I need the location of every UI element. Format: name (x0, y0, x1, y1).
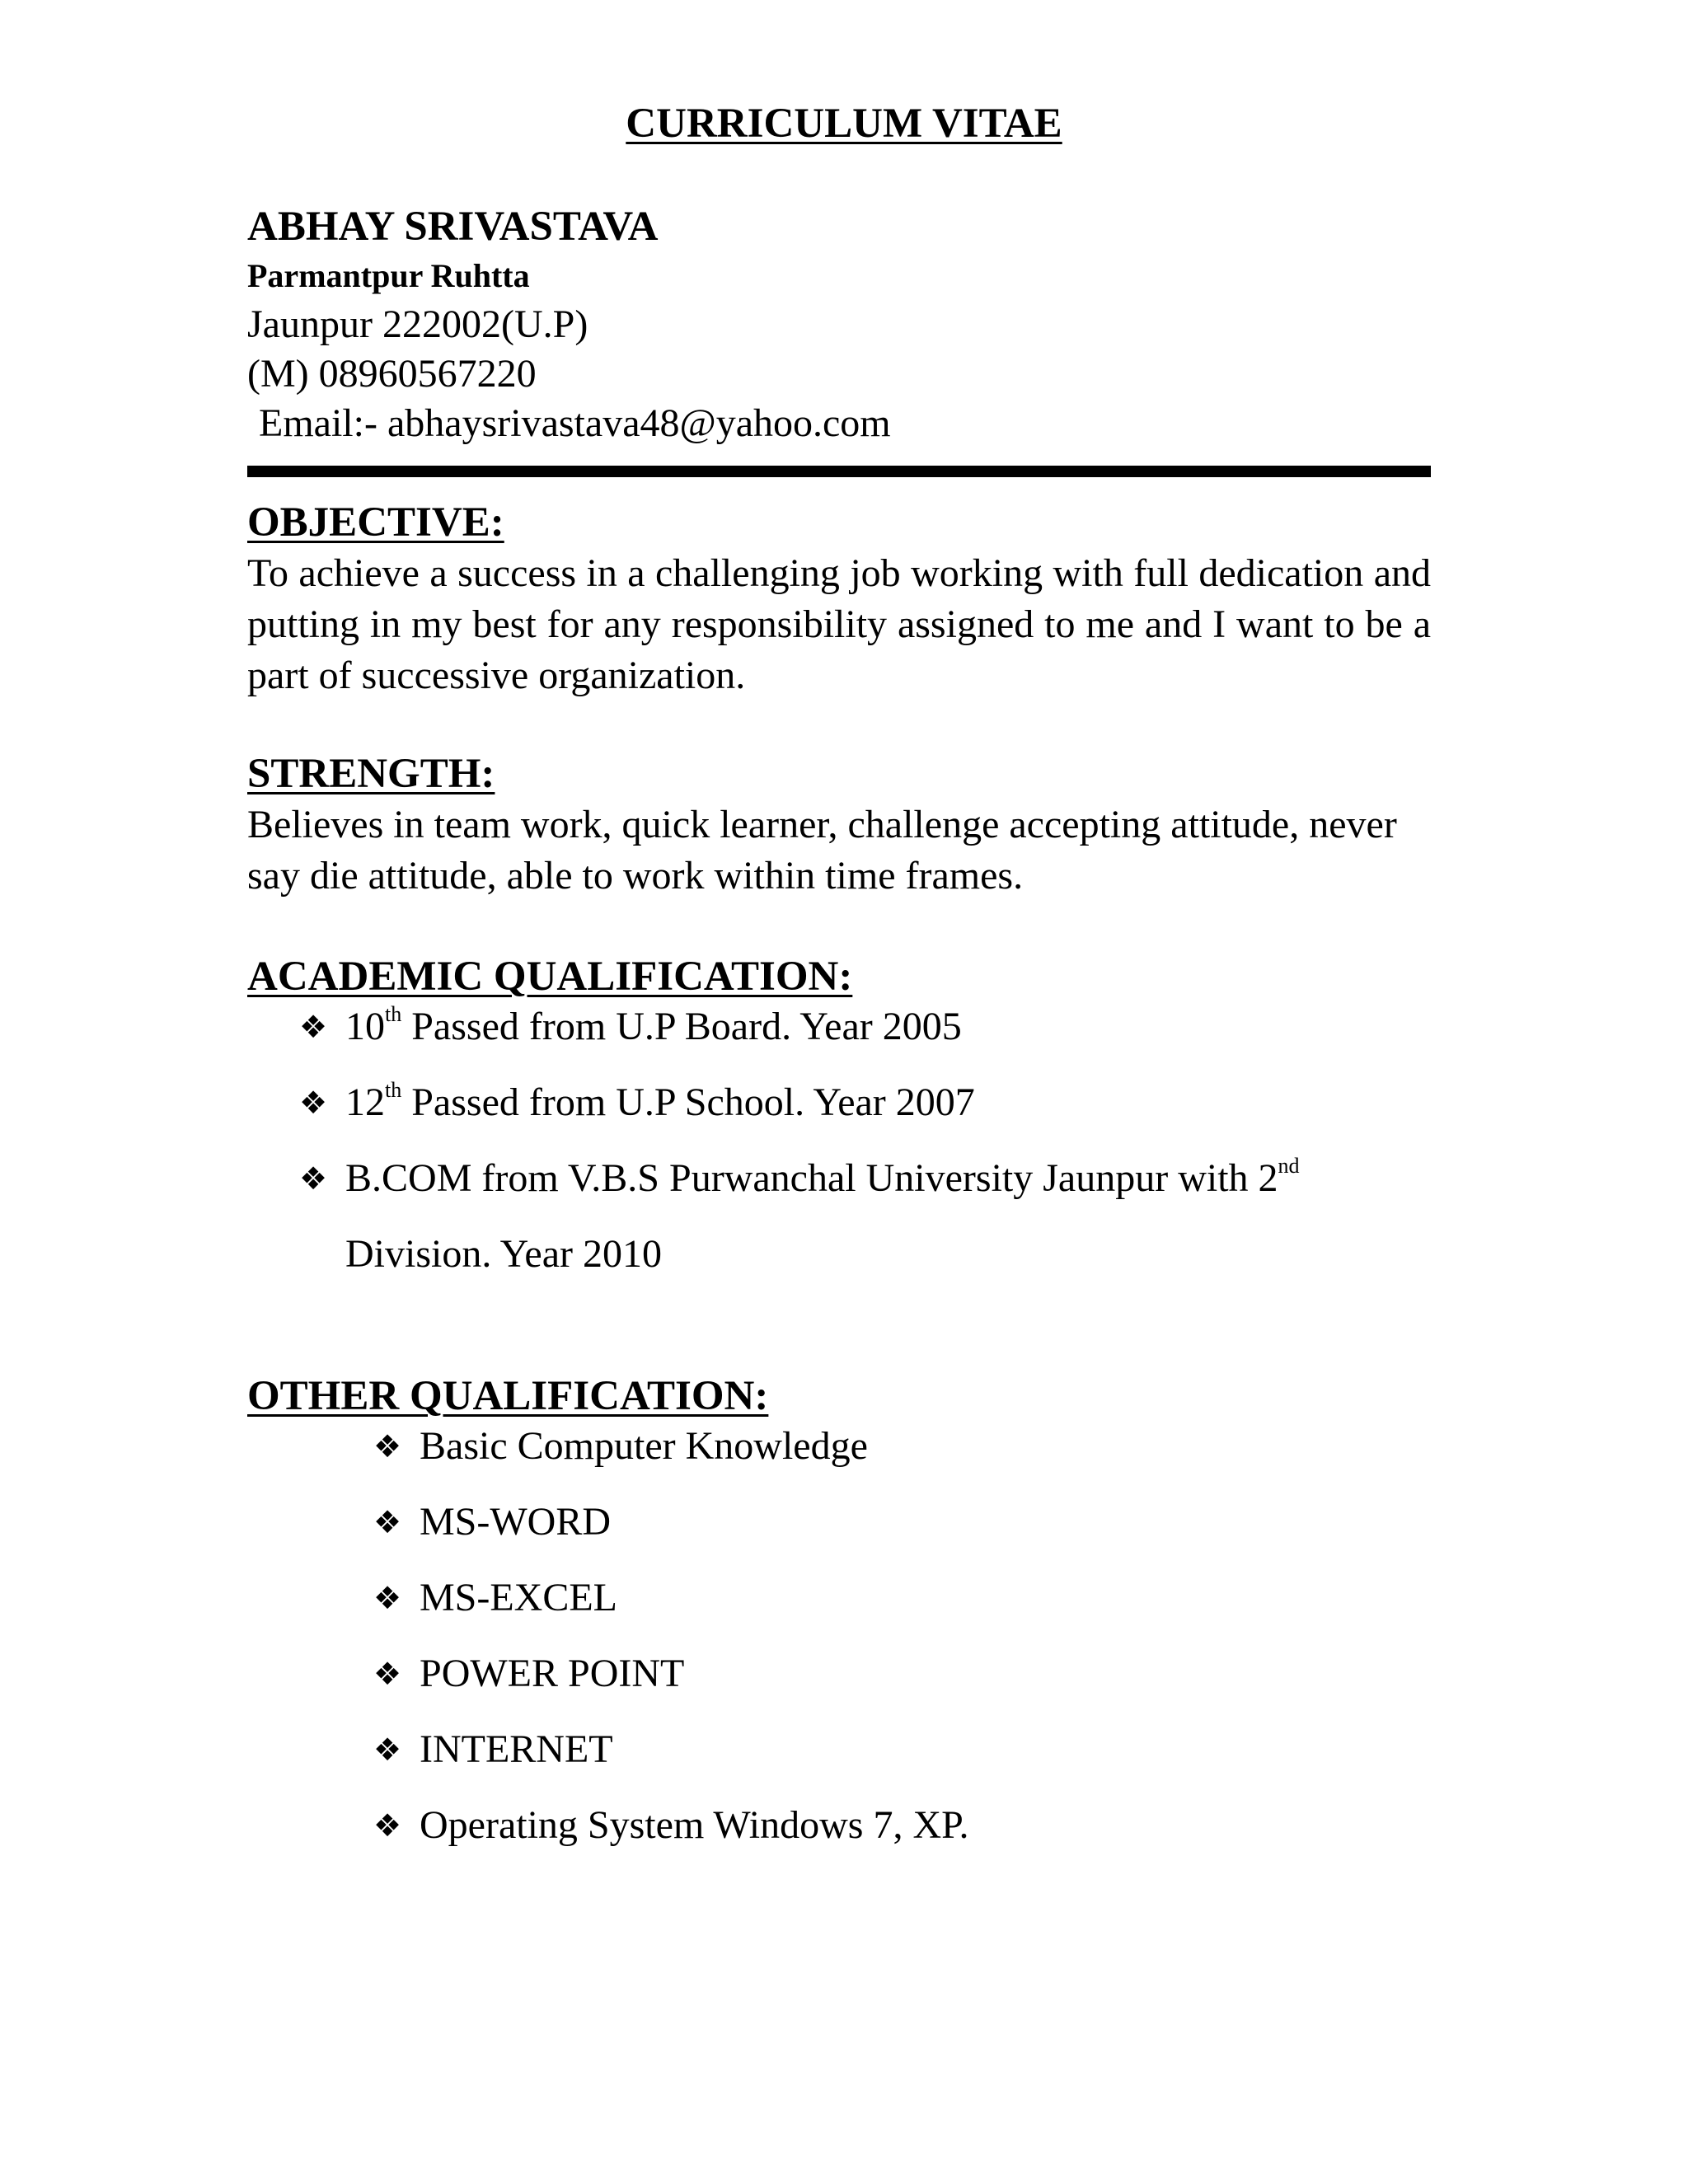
address-line-2: Jaunpur 222002(U.P) (247, 302, 588, 346)
mobile-number: (M) 08960567220 (247, 352, 537, 396)
list-item: ❖ POWER POINT (247, 1636, 1431, 1712)
strength-text: Believes in team work, quick learner, challenge accepting attitude, never say die attitude, able to work within time frames. (247, 803, 1397, 898)
candidate-name: ABHAY SRIVASTAVA (247, 204, 659, 250)
diamond-bullet-icon: ❖ (373, 1807, 402, 1844)
diamond-bullet-icon: ❖ (373, 1504, 402, 1540)
email-address: Email:- abhaysrivastava48@yahoo.com (259, 401, 891, 445)
strength-section (247, 748, 1431, 902)
list-item: ❖ B.COM from V.B.S Purwanchal University Jaunpur with 2nd Division. Year 2010 (247, 1141, 1431, 1292)
address-line-1: Parmantpur Ruhtta (247, 257, 530, 294)
diamond-bullet-icon: ❖ (299, 1009, 328, 1045)
list-item: ❖ 10th Passed from U.P Board. Year 2005 (247, 989, 1431, 1065)
list-item: ❖ INTERNET (247, 1712, 1431, 1788)
contact-block (247, 201, 1434, 448)
other-heading: OTHER QUALIFICATION: (247, 1373, 769, 1419)
objective-section (247, 497, 1431, 701)
strength-heading: STRENGTH: (247, 751, 495, 797)
diamond-bullet-icon: ❖ (373, 1580, 402, 1616)
diamond-bullet-icon: ❖ (299, 1085, 328, 1121)
other-section (247, 1371, 1431, 1863)
list-item: ❖ MS-EXCEL (247, 1560, 1431, 1636)
list-item: ❖ MS-WORD (247, 1484, 1431, 1560)
diamond-bullet-icon: ❖ (373, 1656, 402, 1692)
list-item: ❖ 12th Passed from U.P School. Year 2007 (247, 1065, 1431, 1141)
header-divider (247, 466, 1431, 477)
objective-text: To achieve a success in a challenging job working with full dedication and putting in my best for any responsibility assigned to me and I want to be a part of successive organization. (247, 551, 1431, 697)
list-item: ❖ Basic Computer Knowledge (247, 1408, 1431, 1484)
list-item: ❖ Operating System Windows 7, XP. (247, 1788, 1431, 1863)
diamond-bullet-icon: ❖ (299, 1160, 328, 1197)
academic-section (247, 951, 1431, 1292)
list-item-continuation: Division. Year 2010 (345, 1232, 663, 1276)
diamond-bullet-icon: ❖ (373, 1732, 402, 1768)
document-title: CURRICULUM VITAE (626, 101, 1062, 147)
academic-heading: ACADEMIC QUALIFICATION: (247, 954, 853, 1000)
objective-heading: OBJECTIVE: (247, 499, 504, 546)
academic-list (247, 989, 1431, 1292)
diamond-bullet-icon: ❖ (373, 1428, 402, 1465)
other-list (247, 1408, 1431, 1863)
